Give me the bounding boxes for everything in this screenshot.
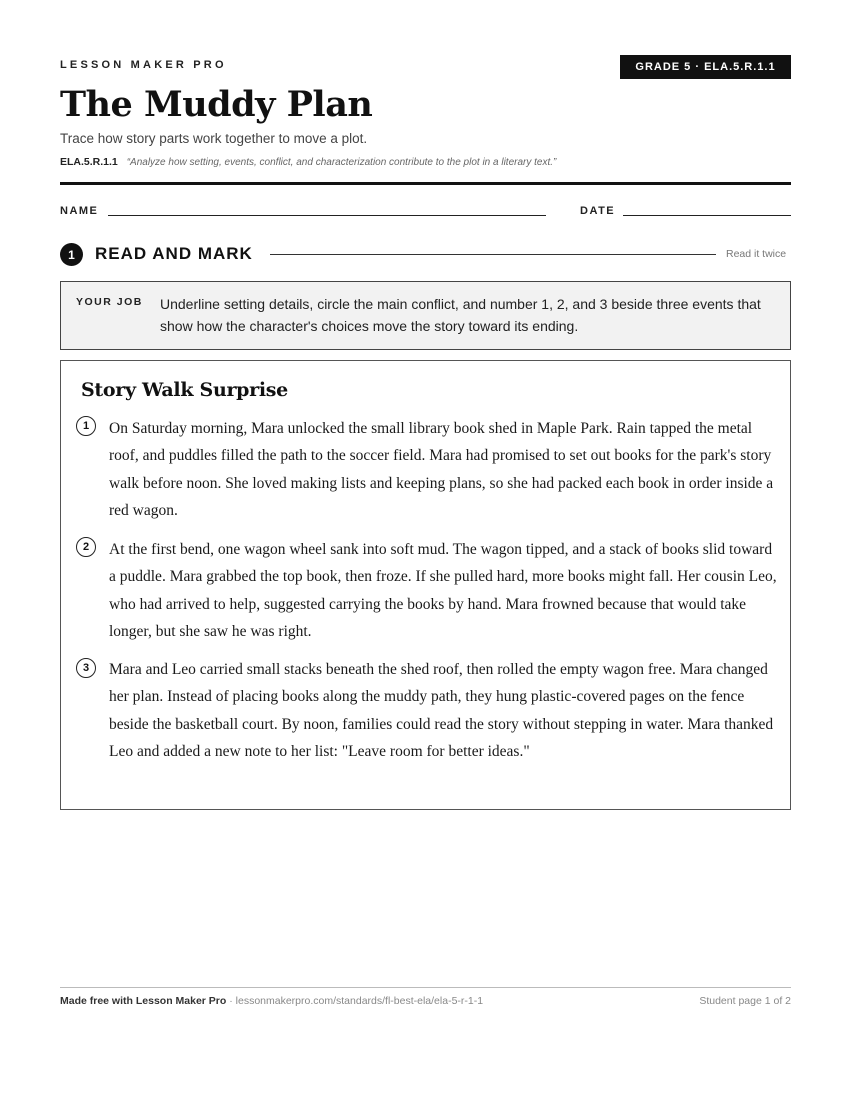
footer-divider — [60, 987, 791, 988]
section-title: READ AND MARK — [95, 244, 253, 263]
story-box — [60, 360, 791, 810]
page-subtitle: Trace how story parts work together to move a plot. — [60, 131, 368, 146]
date-label: DATE — [580, 205, 616, 217]
standard-code: ELA.5.R.1.1 — [60, 156, 118, 168]
instructions-text: Underline setting details, circle the main conflict, and number 1, 2, and 3 beside three events that show how the character's choices move the story toward its ending. — [160, 296, 761, 334]
header-divider — [60, 182, 791, 185]
paragraph-number-2: 2 — [76, 537, 96, 557]
instructions-box — [60, 281, 791, 350]
standard-text: “Analyze how setting, events, conflict, and characterization contribute to the plot in a literary text.” — [126, 157, 557, 168]
story-paragraph-1: On Saturday morning, Mara unlocked the small library book shed in Maple Park. Rain tapped the metal roof, and puddles filled the path to the soccer field. Mara had promised to set out books for the park's story walk before noon. She loved making lists and keeping plans, so she had packed each book in order inside a red wagon. — [109, 420, 774, 519]
paragraph-number-1: 1 — [76, 416, 96, 436]
date-write-line[interactable] — [623, 215, 791, 216]
page-indicator: Student page 1 of 2 — [699, 995, 791, 1007]
standard-line — [60, 156, 556, 168]
page-title: The Muddy Plan — [60, 84, 373, 125]
name-label: NAME — [60, 205, 99, 217]
footer-credit — [60, 995, 483, 1007]
section-note: Read it twice — [726, 248, 787, 260]
section-divider — [270, 254, 716, 255]
brand-name: LESSON MAKER PRO — [60, 59, 227, 71]
story-title: Story Walk Surprise — [81, 379, 288, 401]
footer-made-with: Made free with Lesson Maker Pro — [60, 995, 227, 1007]
story-paragraph-3: Mara and Leo carried small stacks beneath the shed roof, then rolled the empty wagon free. Mara changed her plan. Instead of placing books along the muddy path, they hung plastic-covered pages on the fence beside the basketball court. By noon, families could read the story without stepping in water. Mara thanked Leo and added a new note to her list: "Leave room for better ideas." — [109, 661, 774, 760]
section-number-badge: 1 — [60, 243, 83, 266]
footer-url[interactable]: · lessonmakerpro.com/standards/fl-best-ela/ela-5-r-1-1 — [226, 995, 484, 1007]
instructions-label: YOUR JOB — [76, 296, 143, 308]
story-paragraph-2: At the first bend, one wagon wheel sank into soft mud. The wagon tipped, and a stack of books slid toward a puddle. Mara grabbed the top book, then froze. If she pulled hard, more books might fall. Her cousin Leo, who had arrived to help, suggested carrying the books by hand. Mara frowned because that would take longer, but she saw he was right. — [109, 541, 777, 640]
name-write-line[interactable] — [108, 215, 546, 216]
paragraph-number-3: 3 — [76, 658, 96, 678]
grade-badge: GRADE 5 · ELA.5.R.1.1 — [620, 55, 791, 79]
